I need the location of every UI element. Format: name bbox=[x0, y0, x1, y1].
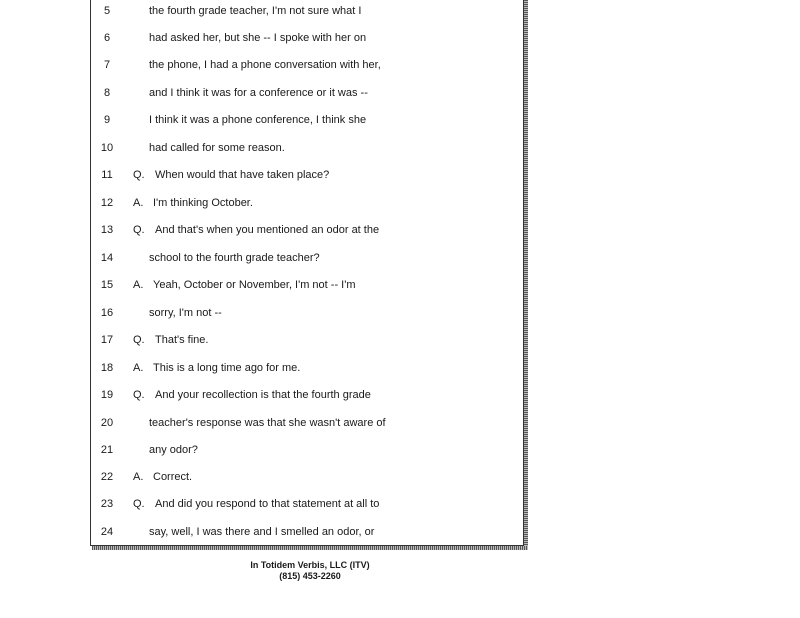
footer-company: In Totidem Verbis, LLC (ITV) bbox=[250, 560, 370, 570]
line-text: had called for some reason. bbox=[149, 142, 285, 154]
transcript-line bbox=[91, 385, 525, 405]
line-text: the fourth grade teacher, I'm not sure what I bbox=[149, 5, 362, 17]
transcript-line bbox=[91, 110, 525, 130]
transcript-line bbox=[91, 413, 525, 433]
line-text: And your recollection is that the fourth grade bbox=[155, 389, 371, 401]
transcript-line bbox=[91, 522, 525, 542]
transcript-page bbox=[90, 0, 524, 546]
transcript-line bbox=[91, 467, 525, 487]
line-number: 9 bbox=[103, 114, 111, 126]
transcript-line bbox=[91, 275, 525, 295]
line-number: 5 bbox=[103, 5, 111, 17]
line-number: 18 bbox=[100, 362, 114, 374]
line-number: 15 bbox=[100, 279, 114, 291]
transcript-line bbox=[91, 28, 525, 48]
line-number: 7 bbox=[103, 59, 111, 71]
transcript-line bbox=[91, 330, 525, 350]
line-number: 11 bbox=[101, 169, 113, 181]
speaker-label: A. bbox=[133, 471, 144, 483]
speaker-label: Q. bbox=[133, 334, 145, 346]
page-shadow-bottom bbox=[92, 546, 528, 550]
line-text: had asked her, but she -- I spoke with her on bbox=[149, 32, 367, 44]
transcript-line bbox=[91, 220, 525, 240]
line-text: sorry, I'm not -- bbox=[149, 307, 222, 319]
speaker-label: Q. bbox=[133, 389, 145, 401]
transcript-line bbox=[91, 193, 525, 213]
line-text: the phone, I had a phone conversation with her, bbox=[149, 59, 381, 71]
line-number: 23 bbox=[100, 498, 114, 510]
line-number: 12 bbox=[100, 197, 114, 209]
transcript-line bbox=[91, 248, 525, 268]
speaker-label: A. bbox=[133, 362, 144, 374]
line-number: 6 bbox=[103, 32, 111, 44]
transcript-line bbox=[91, 494, 525, 514]
line-number: 20 bbox=[100, 417, 114, 429]
speaker-label: Q. bbox=[133, 498, 145, 510]
line-text: and I think it was for a conference or it was -- bbox=[149, 87, 368, 99]
line-text: say, well, I was there and I smelled an odor, or bbox=[149, 526, 375, 538]
line-text: Yeah, October or November, I'm not -- I'm bbox=[153, 279, 356, 291]
line-number: 13 bbox=[100, 224, 114, 236]
transcript-line bbox=[91, 55, 525, 75]
line-text: any odor? bbox=[149, 444, 198, 456]
transcript-line bbox=[91, 165, 525, 185]
line-text: And did you respond to that statement at all to bbox=[155, 498, 380, 510]
line-number: 10 bbox=[100, 142, 114, 154]
line-number: 14 bbox=[100, 252, 114, 264]
footer-phone: (815) 453-2260 bbox=[279, 571, 341, 581]
line-text: school to the fourth grade teacher? bbox=[149, 252, 320, 264]
line-number: 24 bbox=[100, 526, 114, 538]
line-text: Correct. bbox=[153, 471, 193, 483]
page-shadow-right bbox=[524, 0, 528, 550]
transcript-line bbox=[91, 440, 525, 460]
line-text: This is a long time ago for me. bbox=[153, 362, 301, 374]
line-number: 17 bbox=[100, 334, 114, 346]
transcript-line bbox=[91, 303, 525, 323]
line-number: 22 bbox=[100, 471, 114, 483]
line-number: 19 bbox=[100, 389, 114, 401]
speaker-label: A. bbox=[133, 197, 144, 209]
transcript-line bbox=[91, 83, 525, 103]
line-text: I'm thinking October. bbox=[153, 197, 253, 209]
line-number: 21 bbox=[100, 444, 114, 456]
speaker-label: Q. bbox=[133, 169, 145, 181]
line-text: And that's when you mentioned an odor at the bbox=[155, 224, 380, 236]
speaker-label: Q. bbox=[133, 224, 145, 236]
speaker-label: A. bbox=[133, 279, 144, 291]
line-number: 8 bbox=[103, 87, 111, 99]
transcript-line bbox=[91, 138, 525, 158]
line-text: When would that have taken place? bbox=[155, 169, 330, 181]
line-number: 16 bbox=[100, 307, 114, 319]
line-text: That's fine. bbox=[155, 334, 209, 346]
transcript-line bbox=[91, 1, 525, 21]
transcript-line bbox=[91, 358, 525, 378]
line-text: I think it was a phone conference, I think she bbox=[149, 114, 367, 126]
line-text: teacher's response was that she wasn't aware of bbox=[149, 417, 386, 429]
